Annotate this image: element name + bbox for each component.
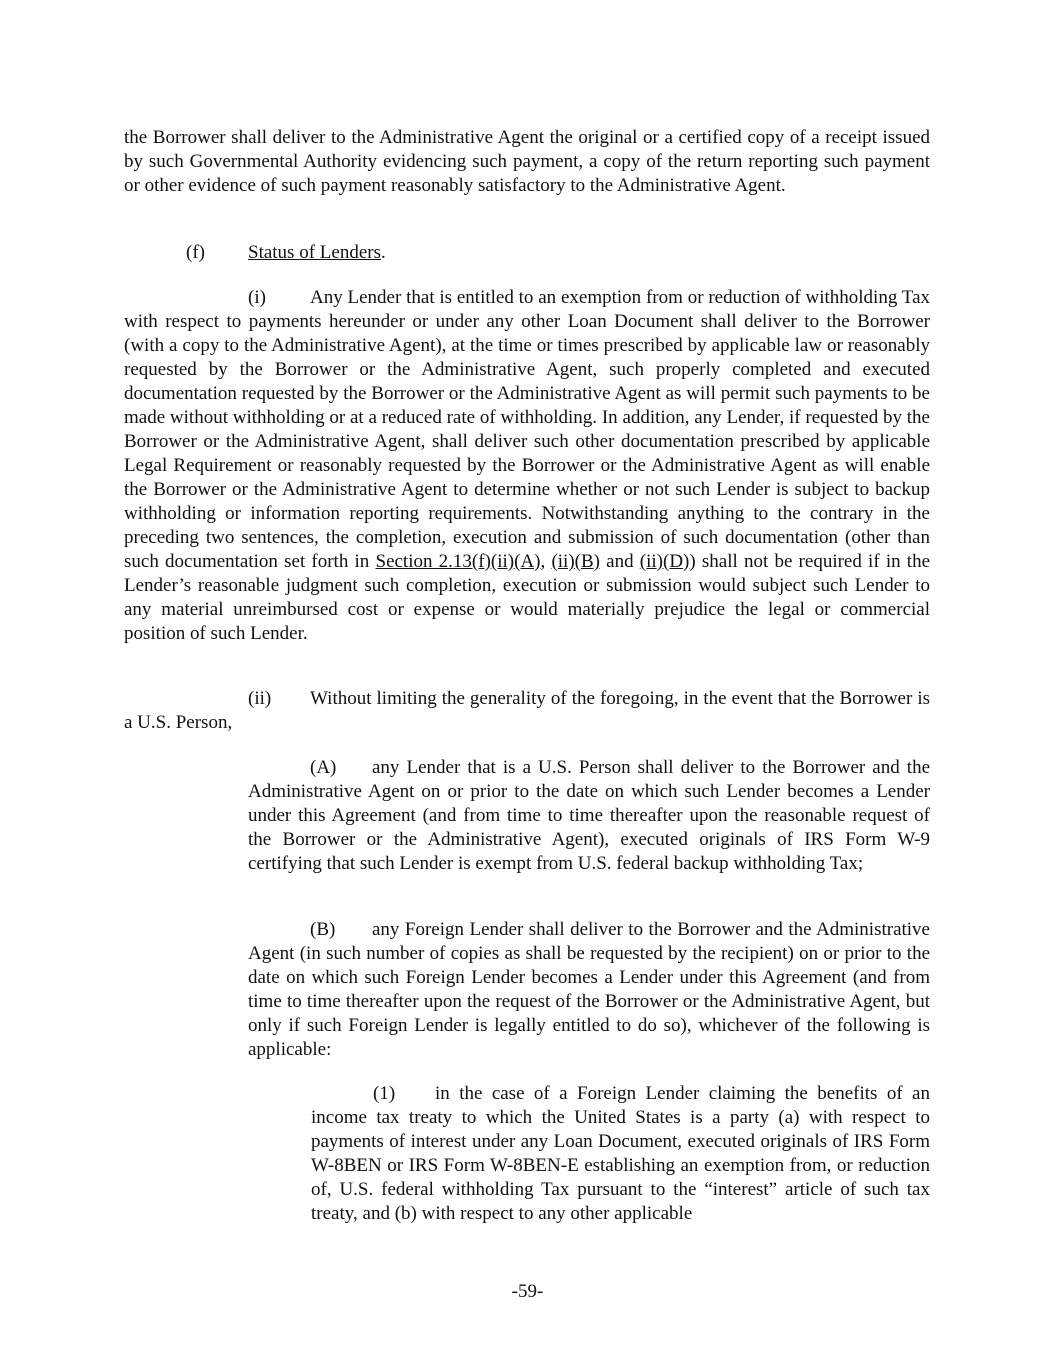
paragraph-a-marker: (A) (310, 757, 337, 778)
paragraph-intro: the Borrower shall deliver to the Administrative Agent the original or a certified copy of a receipt issued by such Governmental Authority evidencing such payment, a copy of the return reporting such payment or other evidence of such payment reasonably satisfactory to the Administrative Agent. (124, 127, 930, 196)
paragraph-i (124, 286, 930, 646)
paragraph-1 (311, 1082, 930, 1226)
section-reference-b: (ii)(B) (551, 551, 600, 572)
section-f-marker: (f) (186, 242, 205, 263)
paragraph-b (248, 918, 930, 1062)
section-f-title-period: . (380, 242, 386, 263)
paragraph-ii-text: Without limiting the generality of the foregoing, in the event that the Borrower is a U.S. Person, (124, 688, 930, 733)
paragraph-a (248, 756, 930, 876)
paragraph-i-text-start: Any Lender that is entitled to an exemption from or reduction of withholding Tax with respect to payments hereunder or under any other Loan Document shall deliver to the Borrower (with a copy to the Administrative Agent), at the time or times prescribed by applicable law or reasonably requested by the Borrower or the Administrative Agent, such properly completed and executed documentation requested by the Borrower or the Administrative Agent as will permit such payments to be made without withholding or at a reduced rate of withholding. In addition, any Lender, if requested by the Borrower or the Administrative Agent, shall deliver such other documentation prescribed by applicable Legal Requirement or reasonably requested by the Borrower or the Administrative Agent as will enable the Borrower or the Administrative Agent to determine whether or not such Lender is subject to backup withholding or information reporting requirements. Notwithstanding anything to the contrary in the preceding two sentences, the completion, execution and submission of such documentation (other than such documentation set forth in (124, 287, 930, 572)
section-reference-a: Section 2.13(f)(ii)(A) (375, 551, 541, 572)
paragraph-ii (124, 687, 930, 735)
paragraph-b-marker: (B) (310, 919, 336, 940)
reference-separator-1: , (540, 551, 552, 572)
paragraph-a-text: any Lender that is a U.S. Person shall deliver to the Borrower and the Administrative Agent on or prior to the date on which such Lender becomes a Lender under this Agreement (and from time to time thereafter upon the reasonable request of the Borrower or the Administrative Agent), executed originals of IRS Form W-9 certifying that such Lender is exempt from U.S. federal backup withholding Tax; (248, 757, 930, 874)
section-f-heading (186, 241, 930, 265)
paragraph-1-text: in the case of a Foreign Lender claiming the benefits of an income tax treaty to which the United States is a party (a) with respect to payments of interest under any Loan Document, executed originals of IRS Form W-8BEN or IRS Form W-8BEN-E establishing an exemption from, or reduction of, U.S. federal withholding Tax pursuant to the “interest” article of such tax treaty, and (b) with respect to any other applicable (311, 1083, 930, 1224)
paragraph-1-marker: (1) (373, 1083, 396, 1104)
section-reference-d: (ii)(D) (639, 551, 690, 572)
paragraph-b-text: any Foreign Lender shall deliver to the Borrower and the Administrative Agent (in such number of copies as shall be requested by the recipient) on or prior to the date on which such Foreign Lender becomes a Lender under this Agreement (and from time to time thereafter upon the request of the Borrower or the Administrative Agent, but only if such Foreign Lender is legally entitled to do so), whichever of the following is applicable: (248, 919, 930, 1060)
paragraph-i-marker: (i) (248, 287, 266, 308)
reference-separator-2: and (599, 551, 640, 572)
section-f-title: Status of Lenders (248, 242, 381, 263)
paragraph-ii-marker: (ii) (248, 688, 272, 709)
paragraph-i-text-end: ) shall not be required if in the Lender’s reasonable judgment such completion, execution or submission would subject such Lender to any material unreimbursed cost or expense or would materially prejudice the legal or commercial position of such Lender. (124, 551, 931, 644)
page-number: -59- (511, 1281, 544, 1302)
